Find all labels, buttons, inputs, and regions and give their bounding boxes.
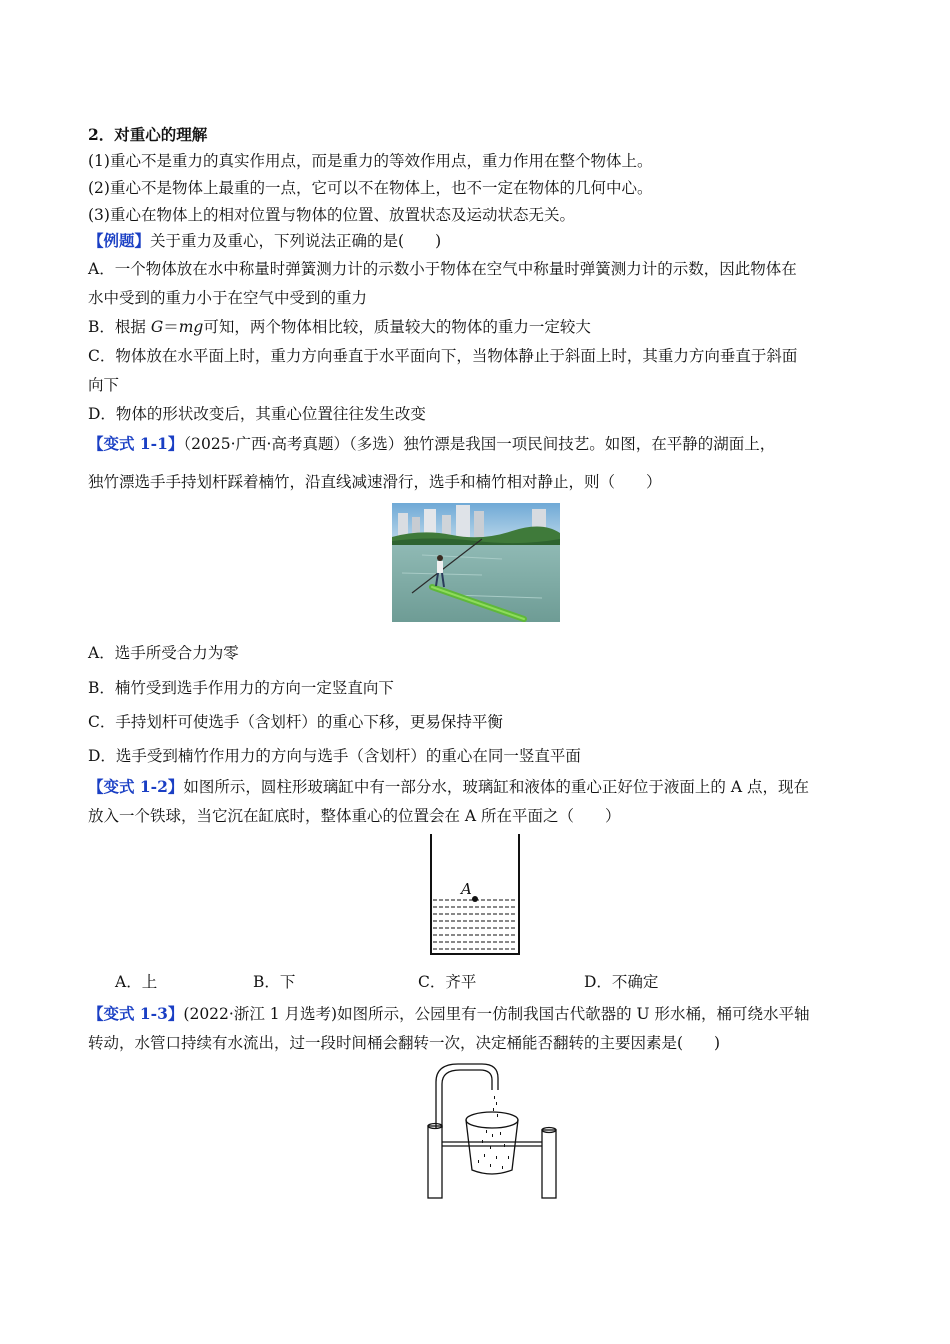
bamboo-rafting-photo [392, 503, 560, 622]
section-heading: 2．对重心的理解 [88, 125, 208, 144]
example-option-c-line1: C．物体放在水平面上时，重力方向垂直于水平面向下，当物体静止于斜面上时，其重力方向垂直于斜面 [88, 347, 798, 365]
example-question [88, 230, 441, 252]
option-b-prefix: B．根据 [88, 318, 151, 336]
variant3-question [88, 1003, 810, 1025]
example-tag: 【例题】 [88, 231, 151, 250]
example-option-c-line2: 向下 [88, 376, 120, 394]
formula-eq: ＝ [163, 318, 179, 336]
example-stem: 关于重力及重心，下列说法正确的是( ) [150, 232, 442, 250]
point-a-label: A [461, 880, 472, 898]
formula-mg: mg [178, 318, 204, 336]
point-2: (2)重心不是物体上最重的一点，它可以不在物体上，也不一定在物体的几何中心。 [88, 179, 653, 197]
variant1-option-c: C．手持划杆可使选手（含划杆）的重心下移，更易保持平衡 [88, 713, 503, 731]
u-shaped-bucket-diagram [420, 1060, 565, 1200]
variant1-question [88, 433, 775, 455]
example-option-b [88, 316, 591, 338]
variant2-option-c: C．齐平 [418, 973, 477, 991]
variant2-stem-line2: 放入一个铁球，当它沉在缸底时，整体重心的位置会在 A 所在平面之（ ） [88, 807, 621, 825]
variant2-option-b: B．下 [253, 973, 296, 991]
variant2-question [88, 776, 809, 798]
variant1-option-b: B．楠竹受到选手作用力的方向一定竖直向下 [88, 679, 394, 697]
formula-g: G [150, 318, 164, 336]
point-3: (3)重心在物体上的相对位置与物体的位置、放置状态及运动状态无关。 [88, 206, 575, 224]
glass-cylinder-diagram [425, 834, 525, 956]
variant2-tag: 【变式 1-2】 [88, 777, 184, 796]
example-option-a-line1: A．一个物体放在水中称量时弹簧测力计的示数小于物体在空气中称量时弹簧测力计的示数，因此物体在 [88, 260, 797, 278]
variant3-stem-line2: 转动，水管口持续有水流出，过一段时间桶会翻转一次，决定桶能否翻转的主要因素是( ) [88, 1034, 721, 1052]
variant1-option-d: D．选手受到楠竹作用力的方向与选手（含划杆）的重心在同一竖直平面 [88, 747, 581, 765]
point-1: (1)重心不是重力的真实作用点，而是重力的等效作用点，重力作用在整个物体上。 [88, 152, 653, 170]
variant1-stem-line1: （2025·广西·高考真题）（多选）独竹漂是我国一项民间技艺。如图，在平静的湖面上， [183, 435, 776, 453]
example-option-d: D．物体的形状改变后，其重心位置往往发生改变 [88, 405, 426, 423]
variant1-stem-line2: 独竹漂选手手持划杆踩着楠竹，沿直线减速滑行，选手和楠竹相对静止，则（ ） [88, 473, 662, 491]
variant2-option-d: D．不确定 [584, 973, 659, 991]
variant1-tag: 【变式 1-1】 [88, 434, 184, 453]
variant2-stem-line1: 如图所示，圆柱形玻璃缸中有一部分水，玻璃缸和液体的重心正好位于液面上的 A 点，现在 [183, 778, 809, 796]
example-option-a-line2: 水中受到的重力小于在空气中受到的重力 [88, 289, 368, 307]
variant3-tag: 【变式 1-3】 [88, 1004, 184, 1023]
option-b-suffix: 可知，两个物体相比较，质量较大的物体的重力一定较大 [203, 318, 591, 336]
variant2-option-a: A．上 [115, 973, 158, 991]
variant3-stem-line1: (2022·浙江 1 月选考)如图所示，公园里有一仿制我国古代欹器的 U 形水桶，桶可绕水平轴 [183, 1005, 810, 1023]
variant1-option-a: A．选手所受合力为零 [88, 644, 239, 662]
